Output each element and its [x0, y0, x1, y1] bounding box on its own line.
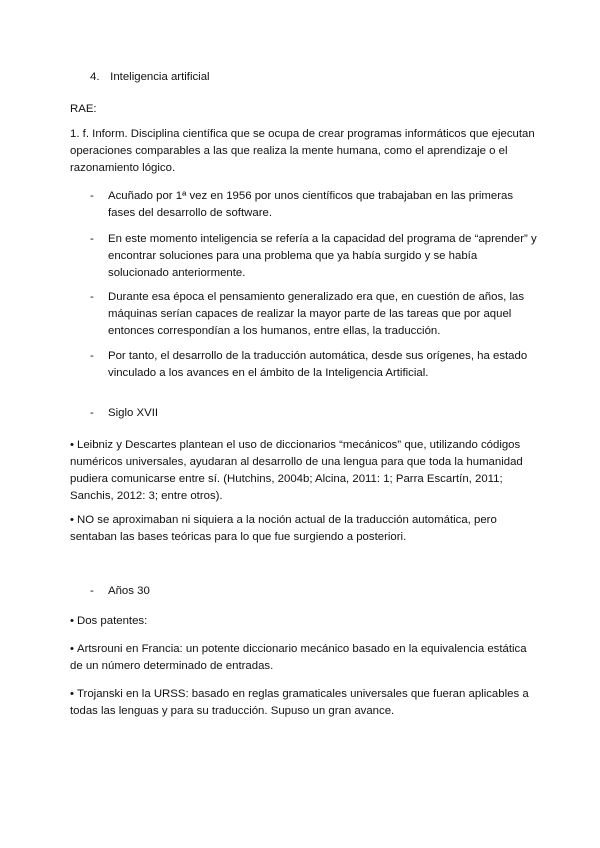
anos-heading-text: Años 30 [108, 585, 150, 597]
dash-marker: - [90, 291, 94, 303]
rae-label: RAE: [70, 103, 97, 115]
dash-item-text: Durante esa época el pensamiento generalizado era que, en cuestión de años, las máquinas serían capaces de realizar la mayor parte de las tareas que por aquel entonces correspondían a los humanos, entre ellas, la traducción. [108, 291, 525, 337]
section-number: 4. [90, 71, 100, 83]
dash-item [90, 188, 540, 222]
bullet-text: NO se aproximaban ni siquiera a la noción actual de la traducción automática, pero sentaban las bases teóricas para lo que fue surgiendo a posteriori. [70, 514, 497, 543]
bullet-paragraph [70, 641, 540, 675]
dash-item [90, 348, 540, 382]
bullet-paragraph [70, 613, 540, 630]
bullet-paragraph [70, 512, 540, 546]
bullet-marker: • [70, 439, 74, 451]
bullet-text: Artsrouni en Francia: un potente diccionario mecánico basado en la equivalencia estática de un número determinado de entradas. [70, 643, 527, 672]
section-title: Inteligencia artificial [110, 71, 210, 83]
bullet-marker: • [70, 643, 74, 655]
dash-item-text: En este momento inteligencia se refería a la capacidad del programa de “aprender” y encontrar soluciones para una problema que ya había surgido y se había solucionado anteriormente. [108, 233, 537, 279]
dash-marker: - [90, 350, 94, 362]
dash-marker: - [90, 407, 94, 419]
dash-item [90, 289, 540, 340]
dash-marker: - [90, 233, 94, 245]
section-heading [90, 69, 210, 86]
bullet-marker: • [70, 688, 74, 700]
bullet-marker: • [70, 615, 74, 627]
siglo-heading-text: Siglo XVII [108, 407, 159, 419]
dash-item-text: Acuñado por 1ª vez en 1956 por unos científicos que trabajaban en las primeras fases del desarrollo de software. [108, 190, 514, 219]
bullet-paragraph [70, 437, 540, 505]
dash-marker: - [90, 585, 94, 597]
rae-definition: 1. f. Inform. Disciplina científica que se ocupa de crear programas informáticos que ejecutan operaciones comparables a las que realiza la mente humana, como el aprendizaje o el razonamiento lógico. [70, 128, 535, 174]
bullet-paragraph [70, 686, 540, 720]
bullet-text: Leibniz y Descartes plantean el uso de diccionarios “mecánicos” que, utilizando códigos numéricos universales, ayudaran al desarrollo de una lengua para que toda la humanidad pudiera comunicarse entre sí. (Hutchins, 2004b; Alcina, 2011: 1; Parra Escartín, 2011; Sanchis, 2012: 3; entre otros). [70, 439, 523, 502]
anos-heading [90, 583, 540, 600]
dash-item-text: Por tanto, el desarrollo de la traducción automática, desde sus orígenes, ha estado vinculado a los avances en el ámbito de la Inteligencia Artificial. [108, 350, 528, 379]
siglo-heading [90, 405, 540, 422]
bullet-text: Trojanski en la URSS: basado en reglas gramaticales universales que fueran aplicables a todas las lenguas y para su traducción. Supuso un gran avance. [70, 688, 529, 717]
dash-item [90, 231, 540, 282]
bullet-marker: • [70, 514, 74, 526]
dash-marker: - [90, 190, 94, 202]
bullet-text: Dos patentes: [77, 615, 148, 627]
